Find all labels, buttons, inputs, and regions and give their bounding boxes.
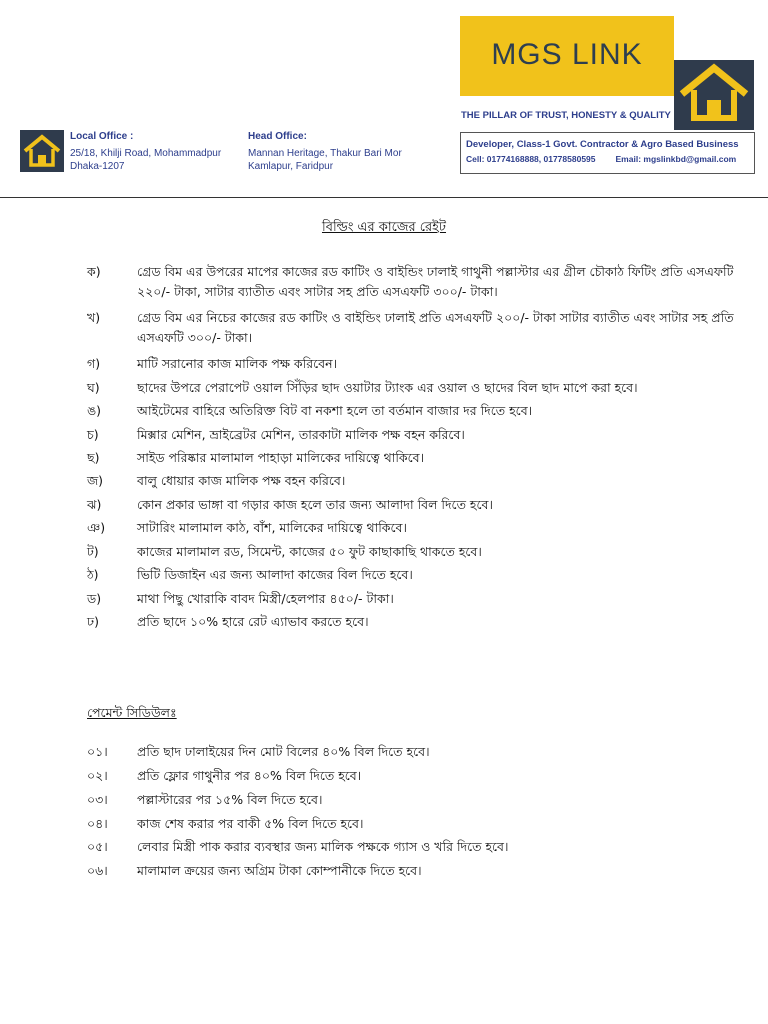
item-text: ছাদের উপরে পেরাপেট ওয়াল সিঁড়ির ছাদ ওয়াটার ট্যাংক এর ওয়াল ও ছাদের বিল ছাদ মাপে করা হবে। [137,380,638,395]
company-info-box [460,132,755,174]
local-office-label: Local Office : [70,131,134,142]
item-text: কাজের মালামাল রড, সিমেন্ট, কাজের ৫০ ফুট কাছাকাছি থাকতে হবে। [137,544,482,559]
item-text: গ্রেড বিম এর উপরের মাপের কাজের রড কাটিং ও বাইন্ডিং ঢালাই গাথুনী পল্লাস্টার এর গ্রীল চৌকাঠ ফিটিং প্রতি এসএফটি ২২০/- টাকা, সাটার ব্যাতীত এবং সাটার সহ প্রতি এসএফটি ৩০০/- টাকা। [137,264,734,299]
house-logo-icon [674,60,754,130]
item-key: জ) [87,473,104,488]
house-small-icon [20,130,64,172]
head-office-label: Head Office: [248,131,307,142]
item-text: বালু ধোয়ার কাজ মালিক পক্ষ বহন করিবে। [137,473,346,488]
item-key: ট) [87,544,99,559]
payment-text: লেবার মিস্ত্রী পাক করার ব্যবস্থার জন্য মালিক পক্ষকে গ্যাস ও খরি দিতে হবে। [137,839,509,854]
payment-text: প্রতি ছাদ ঢালাইয়ের দিন মোট বিলের ৪০% বিল দিতে হবে। [137,744,430,759]
payment-schedule-title: পেমেন্ট সিডিউলঃ [87,705,177,720]
item-key: ঢ) [87,614,99,629]
item-text: সাটারিং মালামাল কাঠ, বাঁশ, মালিকের দায়িত্বে থাকিবে। [137,520,407,535]
payment-text: প্রতি ফ্লোর গাথুনীর পর ৪০% বিল দিতে হবে। [137,768,362,783]
item-key: ঝ) [87,497,102,512]
contact-line [466,154,736,164]
item-key: ঠ) [87,567,99,582]
payment-text: মালামাল ক্রয়ের জন্য অগ্রিম টাকা কোম্পানীকে দিতে হবে। [137,863,422,878]
item-key: ক) [87,264,101,279]
item-text: মাটি সরানোর কাজ মালিক পক্ষ করিবেন। [137,356,338,371]
payment-key: ০৩। [87,792,108,807]
item-text: মাথা পিছু খোরাকি বাবদ মিস্ত্রী/হেলপার ৪৫০/- টাকা। [137,591,394,606]
local-office [70,130,221,173]
item-text: আইটেমের বাহিরে অতিরিক্ত বিট বা নকশা হলে তা বর্তমান বাজার দর দিতে হবে। [137,403,533,418]
item-text: গ্রেড বিম এর নিচের কাজের রড কাটিং ও বাইন্ডিং ঢালাই প্রতি এসএফটি ২০০/- টাকা সাটার ব্যাতীত এবং সাটার সহ প্রতি এসএফটি ৩০০/- টাকা। [137,310,734,345]
company-description: Developer, Class-1 Govt. Contractor & Agro Based Business [466,139,739,150]
item-key: চ) [87,427,99,442]
cell-numbers: Cell: 01774168888, 01778580595 [466,154,596,164]
payment-key: ০২। [87,768,108,783]
item-key: গ) [87,356,101,371]
item-text: কোন প্রকার ভাঙ্গা বা গড়ার কাজ হলে তার জন্য আলাদা বিল দিতে হবে। [137,497,493,512]
item-key: ঙ) [87,403,102,418]
item-key: ছ) [87,450,100,465]
payment-text: কাজ শেষ করার পর বাকী ৫% বিল দিতে হবে। [137,816,364,831]
item-key: ঞ) [87,520,106,535]
local-office-line1: 25/18, Khilji Road, Mohammadpur [70,148,222,159]
head-office-line1: Mannan Heritage, Thakur Bari Mor [248,148,402,159]
payment-text: পল্লাস্টারের পর ১৫% বিল দিতে হবে। [137,792,323,807]
page-title: বিল্ডিং এর কাজের রেইট [321,220,447,235]
payment-key: ০৫। [87,839,108,854]
item-key: ঘ) [87,380,100,395]
item-text: ভিটি ডিজাইন এর জন্য আলাদা কাজের বিল দিতে হবে। [137,567,413,582]
brand-logo [460,16,674,96]
item-text: প্রতি ছাদে ১০% হারে রেট এ্যাভাব করতে হবে। [137,614,369,629]
header-divider [0,197,768,198]
item-key: ড) [87,591,102,606]
head-office [248,130,402,173]
item-text: মিক্সার মেশিন, ভ্রাইব্রেটর মেশিন, তারকাটা মালিক পক্ষ বহন করিবে। [137,427,465,442]
payment-key: ০১। [87,744,108,759]
payment-key: ০৬। [87,863,108,878]
item-text: সাইড পরিষ্কার মালামাল পাহাড়া মালিকের দায়িত্বে থাকিবে। [137,450,425,465]
email-address: Email: mgslinkbd@gmail.com [615,154,737,164]
head-office-line2: Kamlapur, Faridpur [248,161,334,172]
payment-key: ০৪। [87,816,108,831]
item-key: খ) [87,310,101,325]
local-office-line2: Dhaka-1207 [70,161,125,172]
brand-tagline: THE PILLAR OF TRUST, HONESTY & QUALITY [461,110,671,121]
brand-name: MGS LINK [491,38,643,71]
